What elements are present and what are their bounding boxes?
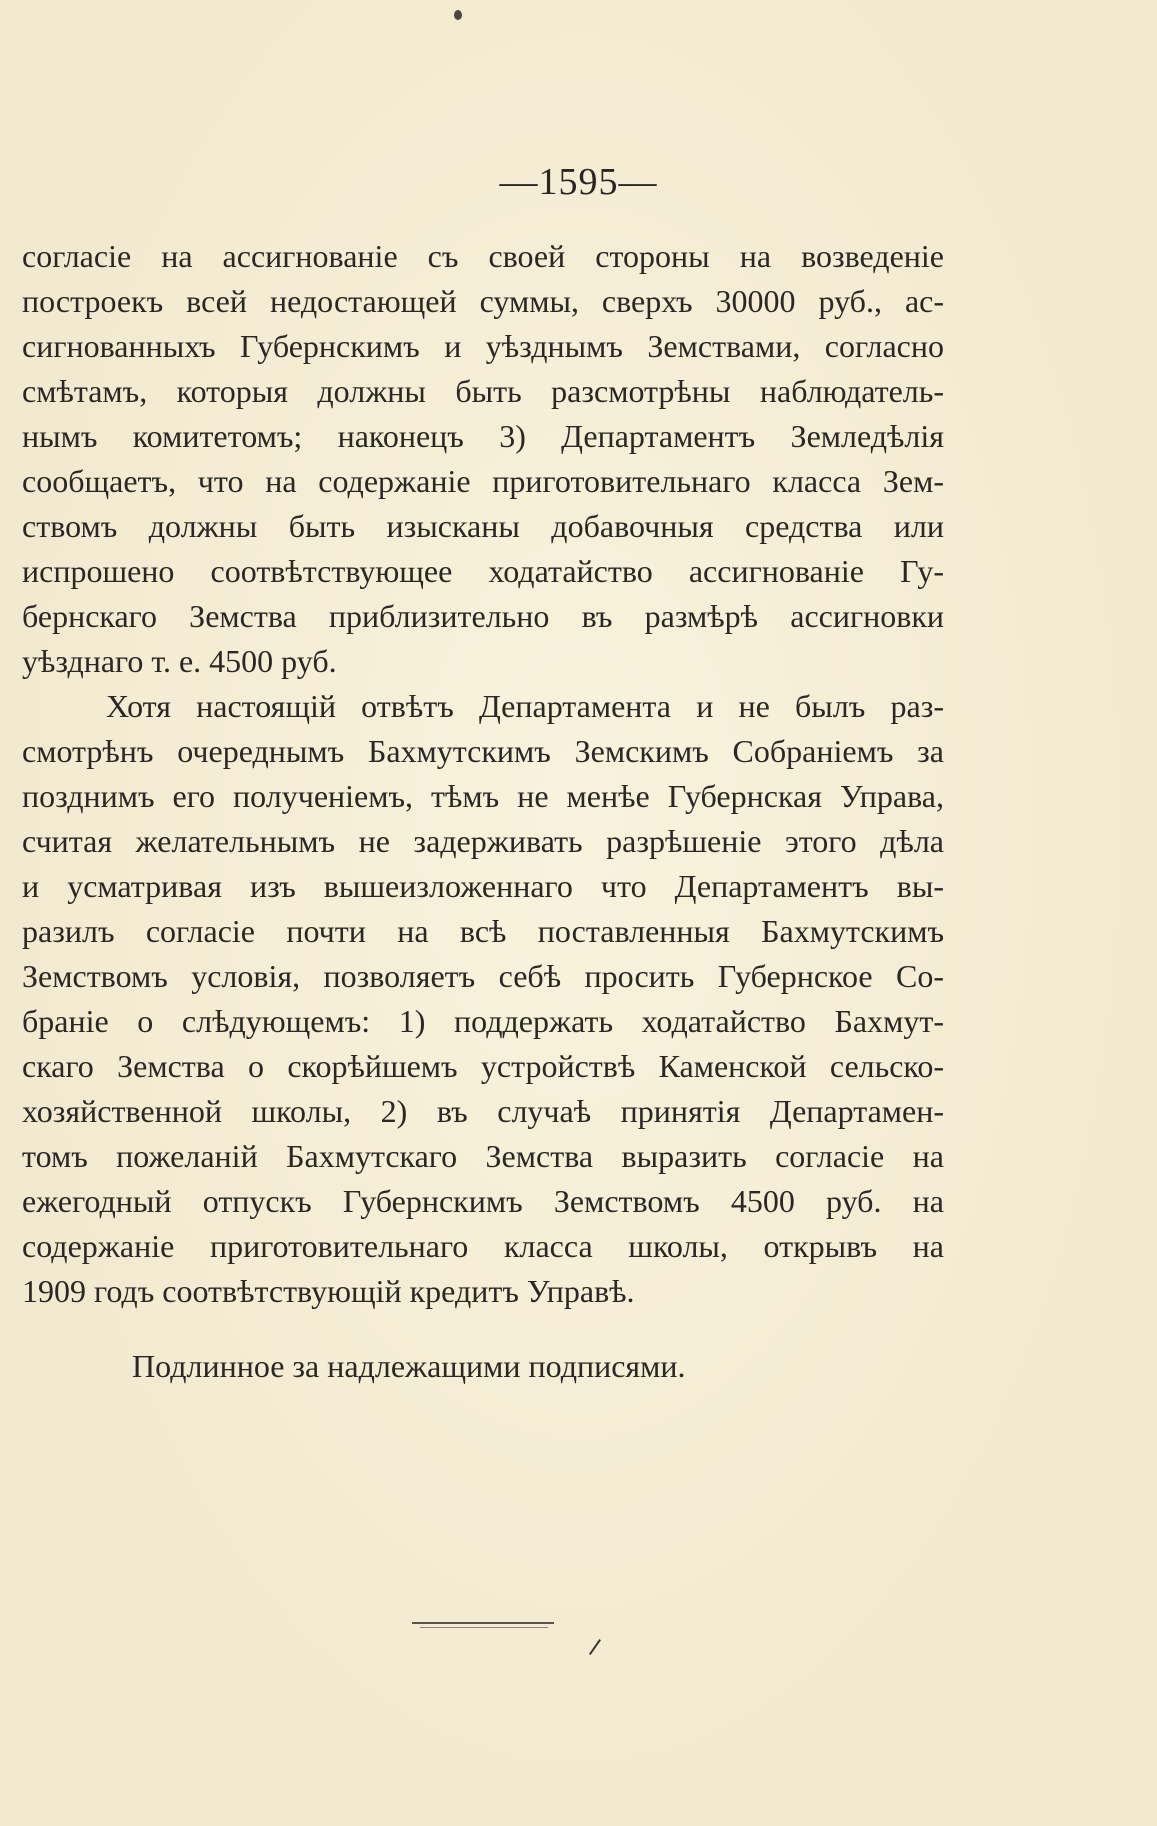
text-line: разилъ согласіе почти на всѣ поставленныя Бахмутскимъ <box>22 913 944 949</box>
text-line: уѣзднаго т. е. 4500 руб. <box>22 643 337 679</box>
page-number: —1595— <box>499 161 658 203</box>
text-line: позднимъ его полученіемъ, тѣмъ не менѣе Губернская Управа, <box>22 778 944 814</box>
ink-mark <box>589 1639 601 1655</box>
body-text <box>22 234 944 1314</box>
ink-dot <box>454 10 462 20</box>
divider-rule-thin <box>420 1627 548 1628</box>
divider-rule <box>412 1622 554 1624</box>
text-line: томъ пожеланій Бахмутскаго Земства выразить согласіе на <box>22 1138 944 1174</box>
text-line: содержаніе приготовительнаго класса школы, открывъ на <box>22 1228 944 1264</box>
text-line: испрошено соотвѣтствующее ходатайство ассигнованіе Гу- <box>22 553 944 589</box>
closing-line: Подлинное за надлежащими подписями. <box>132 1348 686 1384</box>
text-line: согласіе на ассигнованіе съ своей стороны на возведеніе <box>22 238 944 274</box>
text-line: и усматривая изъ вышеизложеннаго что Департаментъ вы- <box>22 868 944 904</box>
text-line: 1909 годъ соотвѣтствующій кредитъ Управѣ. <box>22 1273 635 1309</box>
text-line: бернскаго Земства приблизительно въ размѣрѣ ассигновки <box>22 598 944 634</box>
text-line: ствомъ должны быть изысканы добавочныя средства или <box>22 508 944 544</box>
text-line: построекъ всей недостающей суммы, сверхъ 30000 руб., ас- <box>22 283 944 319</box>
text-line: скаго Земства о скорѣйшемъ устройствѣ Каменской сельско- <box>22 1048 944 1084</box>
text-line: сигнованныхъ Губернскимъ и уѣзднымъ Земствами, согласно <box>22 328 944 364</box>
text-line: смотрѣнъ очереднымъ Бахмутскимъ Земскимъ Собраніемъ за <box>22 733 944 769</box>
paragraph-1 <box>22 234 944 684</box>
text-line: хозяйственной школы, 2) въ случаѣ принятія Департамен- <box>22 1093 944 1129</box>
text-line: считая желательнымъ не задерживать разрѣшеніе этого дѣла <box>22 823 944 859</box>
text-line: Земствомъ условія, позволяетъ себѣ просить Губернское Со- <box>22 958 944 994</box>
text-line: браніе о слѣдующемъ: 1) поддержать ходатайство Бахмут- <box>22 1003 944 1039</box>
text-line: смѣтамъ, которыя должны быть разсмотрѣны наблюдатель- <box>22 373 944 409</box>
paragraph-2 <box>22 684 944 1314</box>
text-line: нымъ комитетомъ; наконецъ 3) Департаментъ Земледѣлія <box>22 418 944 454</box>
text-line: Хотя настоящій отвѣтъ Департамента и не былъ раз- <box>106 688 944 724</box>
text-line: сообщаетъ, что на содержаніе приготовительнаго класса Зем- <box>22 463 944 499</box>
text-line: ежегодный отпускъ Губернскимъ Земствомъ 4500 руб. на <box>22 1183 944 1219</box>
